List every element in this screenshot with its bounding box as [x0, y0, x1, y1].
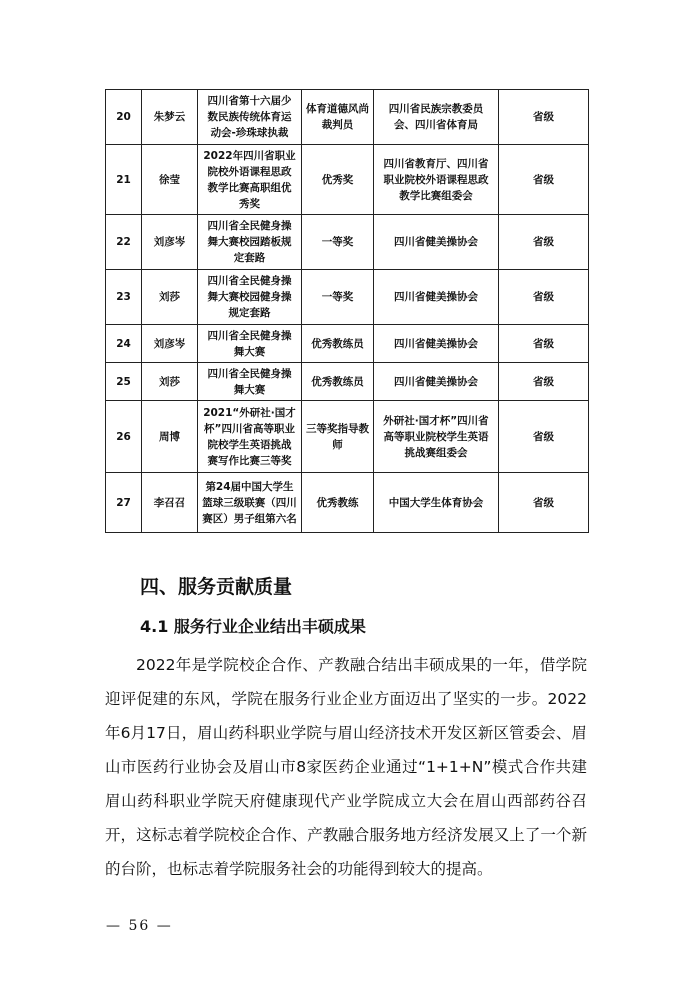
cell-award: 三等奖指导教 师	[302, 401, 374, 473]
subsection-heading: 4.1 服务行业企业结出丰硕成果	[140, 617, 366, 636]
cell-competition: 四川省全民健身操 舞大赛校园踏板规 定套路	[198, 215, 302, 270]
cell-level: 省级	[499, 270, 589, 325]
cell-name: 刘彦岑	[142, 215, 198, 270]
cell-level: 省级	[499, 145, 589, 215]
section-heading: 四、服务贡献质量	[140, 576, 293, 598]
cell-name: 刘彦岑	[142, 325, 198, 363]
cell-level: 省级	[499, 325, 589, 363]
cell-competition: 2022年四川省职业 院校外语课程思政 教学比赛高职组优 秀奖	[198, 145, 302, 215]
cell-name: 刘莎	[142, 363, 198, 401]
cell-organizer: 四川省健美操协会	[374, 215, 499, 270]
cell-number: 27	[106, 473, 142, 533]
cell-competition: 2021“外研社·国才 杯”四川省高等职业 院校学生英语挑战 赛写作比赛三等奖	[198, 401, 302, 473]
body-paragraph: 2022年是学院校企合作、产教融合结出丰硕成果的一年，借学院迎评促建的东风，学院在服务行业企业方面迈出了坚实的一步。2022年6月17日，眉山药科职业学院与眉山经济技术开发区新区管委会、眉山市医药行业协会及眉山市8家医药企业通过“1+1+N”模式合作共建眉山药科职业学院天府健康现代产业学院成立大会在眉山西部药谷召开，这标志着学院校企合作、产教融合服务地方经济发展又上了一个新的台阶，也标志着学院服务社会的功能得到较大的提高。	[105, 656, 587, 878]
cell-number: 23	[106, 270, 142, 325]
cell-organizer: 外研社·国才杯”四川省 高等职业院校学生英语 挑战赛组委会	[374, 401, 499, 473]
cell-number: 26	[106, 401, 142, 473]
table-row	[106, 90, 589, 145]
table-row	[106, 325, 589, 363]
cell-competition: 四川省第十六届少 数民族传统体育运 动会-珍珠球执裁	[198, 90, 302, 145]
cell-number: 22	[106, 215, 142, 270]
cell-organizer: 中国大学生体育协会	[374, 473, 499, 533]
cell-number: 21	[106, 145, 142, 215]
cell-level: 省级	[499, 215, 589, 270]
cell-award: 一等奖	[302, 215, 374, 270]
cell-award: 优秀教练员	[302, 363, 374, 401]
cell-organizer: 四川省健美操协会	[374, 325, 499, 363]
cell-number: 25	[106, 363, 142, 401]
table-row	[106, 401, 589, 473]
table-row	[106, 145, 589, 215]
cell-name: 刘莎	[142, 270, 198, 325]
cell-name: 朱梦云	[142, 90, 198, 145]
cell-level: 省级	[499, 401, 589, 473]
cell-organizer: 四川省教育厅、四川省 职业院校外语课程思政 教学比赛组委会	[374, 145, 499, 215]
cell-level: 省级	[499, 363, 589, 401]
table-row	[106, 215, 589, 270]
table-row	[106, 270, 589, 325]
cell-number: 24	[106, 325, 142, 363]
cell-organizer: 四川省健美操协会	[374, 270, 499, 325]
cell-level: 省级	[499, 90, 589, 145]
cell-award: 优秀教练	[302, 473, 374, 533]
table-row	[106, 473, 589, 533]
cell-name: 李召召	[142, 473, 198, 533]
cell-competition: 第24届中国大学生 篮球三级联赛（四川 赛区）男子组第六名	[198, 473, 302, 533]
cell-organizer: 四川省民族宗教委员 会、四川省体育局	[374, 90, 499, 145]
cell-award: 一等奖	[302, 270, 374, 325]
table-row	[106, 363, 589, 401]
cell-award: 优秀奖	[302, 145, 374, 215]
cell-organizer: 四川省健美操协会	[374, 363, 499, 401]
cell-competition: 四川省全民健身操 舞大赛	[198, 363, 302, 401]
cell-name: 周博	[142, 401, 198, 473]
cell-name: 徐莹	[142, 145, 198, 215]
cell-competition: 四川省全民健身操 舞大赛校园健身操 规定套路	[198, 270, 302, 325]
cell-award: 优秀教练员	[302, 325, 374, 363]
cell-competition: 四川省全民健身操 舞大赛	[198, 325, 302, 363]
cell-award: 体育道德风尚 裁判员	[302, 90, 374, 145]
cell-level: 省级	[499, 473, 589, 533]
cell-number: 20	[106, 90, 142, 145]
page-number: — 56 —	[106, 918, 173, 934]
award-table	[105, 89, 589, 533]
